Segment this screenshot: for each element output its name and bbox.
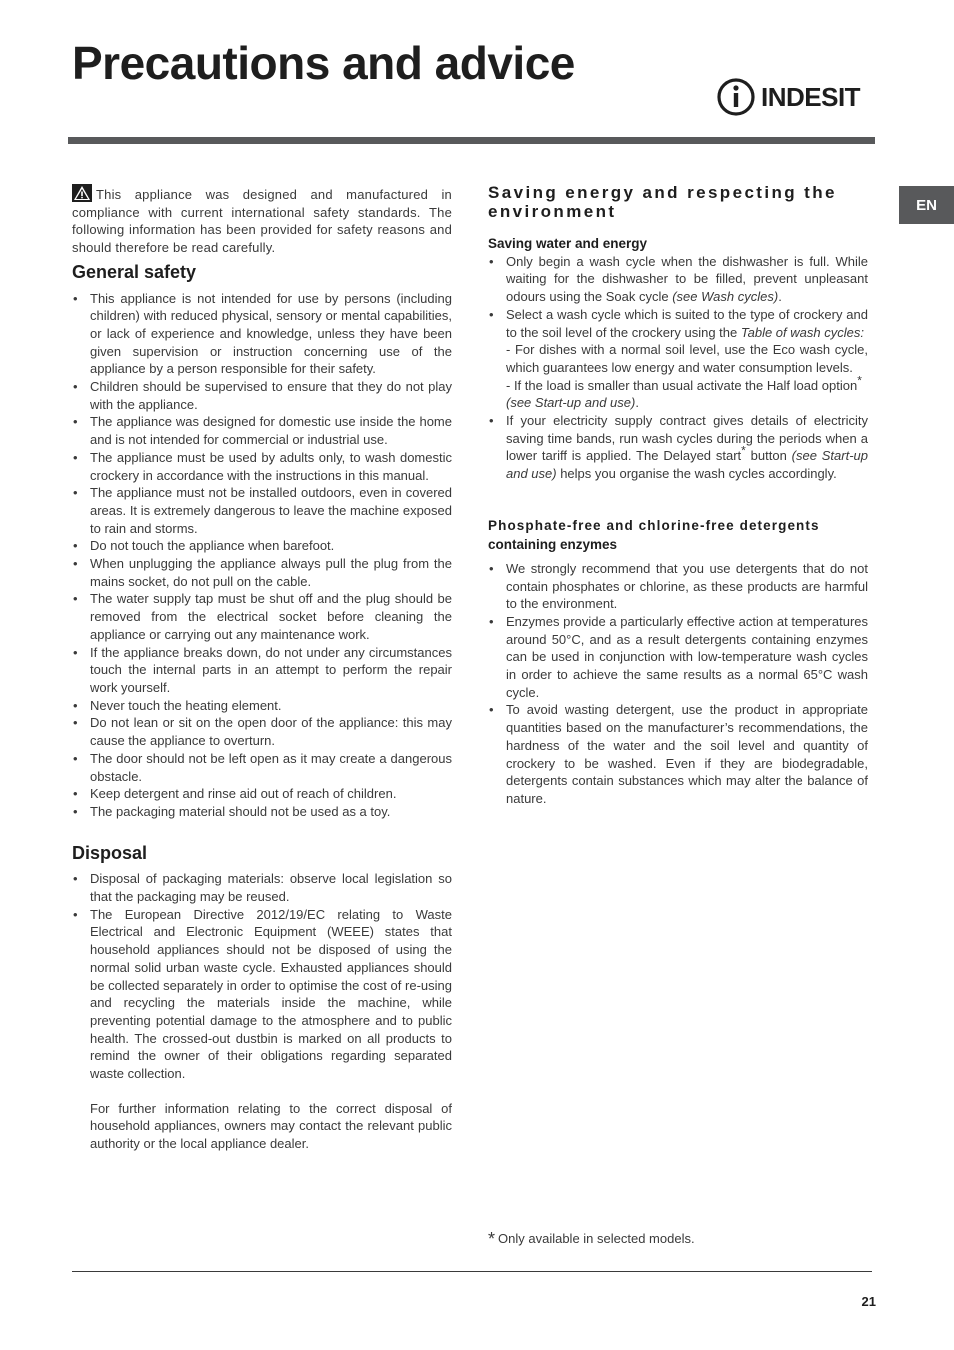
footnote-text: Only available in selected models. <box>498 1231 695 1246</box>
list-item <box>488 412 868 483</box>
footer-divider <box>72 1271 872 1272</box>
list-item: • To avoid wasting detergent, use the product in appropriate quantities based on the manufacturer’s recommendations, the hardness of the water and the soil level and quantity of crockery to be washed. Even if they are biodegradable, detergents contain substances which may alter the balance of nature. <box>488 701 868 807</box>
general-safety-heading: General safety <box>72 261 197 282</box>
list-item: • Do not touch the appliance when barefoot. <box>72 537 452 555</box>
sub-item <box>506 373 868 412</box>
page-title: Precautions and advice <box>72 37 575 89</box>
right-column <box>488 183 868 808</box>
item-text: button <box>745 448 792 464</box>
header-divider <box>68 137 875 144</box>
asterisk-mark: * <box>488 1229 496 1249</box>
energy-heading: Saving energy and respecting the environment <box>488 183 837 221</box>
list-item: • The European Directive 2012/19/EC relating to Waste Electrical and Electronic Equipment (WEEE) states that household appliances should not be disposed of using the normal solid urban waste cycle. Exhausted appliances should be collected separately in order to optimise the cost of re-using and recycling the materials inside the machine, while preventing potential damage to the atmosphere and to public health. The crossed-out dustbin is marked on all products to remind the owner of their obligations regarding separated waste collection. <box>72 906 452 1083</box>
item-text: Only begin a wash cycle when the dishwasher is full. While waiting for the dishwasher to be filled, prevent unpleasant odours using the Soak cycle <box>506 253 868 305</box>
disposal-heading: Disposal <box>72 842 148 863</box>
left-column <box>72 184 452 1153</box>
language-tab: EN <box>899 186 954 224</box>
detergents-list <box>488 560 868 808</box>
item-reference: Table of wash cycles: <box>740 324 864 340</box>
footnote <box>488 1229 695 1250</box>
list-item: • The appliance must be used by adults only, to wash domestic crockery in accordance with the instructions in this manual. <box>72 449 452 484</box>
list-item: • The appliance was designed for domestic use inside the home and is not intended for commercial or industrial use. <box>72 413 452 448</box>
list-item: • We strongly recommend that you use detergents that do not contain phosphates or chlorine, as these products are harmful to the environment. <box>488 560 868 613</box>
disposal-list <box>72 870 452 1082</box>
energy-list <box>488 253 868 483</box>
list-item: • Disposal of packaging materials: observe local legislation so that the packaging may be reused. <box>72 870 452 905</box>
detergents-heading <box>488 516 868 554</box>
warning-icon <box>72 184 92 202</box>
item-reference: (see Wash cycles) <box>672 289 779 305</box>
page-number: 21 <box>861 1294 876 1309</box>
list-item: • Enzymes provide a particularly effective action at temperatures around 50°C, and as a result detergents containing enzymes can be used in conjunction with low-temperature wash cycles in order to achieve the same results as a normal 65°C wash cycle. <box>488 613 868 702</box>
item-text: If your electricity supply contract gives details of electricity saving time bands, run wash cycles during the periods when a lower tariff is applied. The Delayed start <box>506 413 868 464</box>
intro-paragraph <box>72 184 452 257</box>
asterisk-mark: * <box>857 373 862 388</box>
list-item: • The door should not be left open as it may create a dangerous obstacle. <box>72 750 452 785</box>
detergents-heading-line1: Phosphate-free and chlorine-free detergents <box>488 517 820 533</box>
sub-item-text: - If the load is smaller than usual activate the Half load option <box>506 377 858 393</box>
disposal-note: For further information relating to the correct disposal of household appliances, owners may contact the relevant public authority or the local appliance dealer. <box>90 1100 452 1152</box>
item-text-end: helps you organise the wash cycles accordingly. <box>556 466 837 482</box>
list-item: • If the appliance breaks down, do not under any circumstances touch the internal parts in an attempt to perform the repair work yourself. <box>72 644 452 697</box>
asterisk-mark: * <box>741 444 746 459</box>
list-item: • The packaging material should not be used as a toy. <box>72 803 452 821</box>
item-reference: (see Start-up and use) <box>506 395 636 411</box>
sub-item: - For dishes with a normal soil level, use the Eco wash cycle, which guarantees low energy and water consumption levels. <box>506 342 868 375</box>
water-energy-subheading: Saving water and energy <box>488 236 648 251</box>
list-item: • The appliance must not be installed outdoors, even in covered areas. It is extremely dangerous to leave the machine exposed to rain and storms. <box>72 484 452 537</box>
detergents-heading-line2: containing enzymes <box>488 536 618 552</box>
indesit-logo-icon <box>717 78 757 116</box>
list-item: • Do not lean or sit on the open door of the appliance: this may cause the appliance to overturn. <box>72 714 452 749</box>
list-item: • Children should be supervised to ensure that they do not play with the appliance. <box>72 378 452 413</box>
item-text-end: . <box>778 289 782 305</box>
list-item: • Never touch the heating element. <box>72 697 452 715</box>
list-item: • When unplugging the appliance always pull the plug from the mains socket, do not pull on the cable. <box>72 555 452 590</box>
item-text: Select a wash cycle which is suited to the type of crockery and to the soil level of the crockery using the <box>506 306 868 340</box>
item-text-end: . <box>635 395 639 411</box>
list-item <box>488 253 868 306</box>
brand-logo <box>717 78 867 116</box>
intro-text: This appliance was designed and manufactured in compliance with current international safety standards. The following information has been provided for safety reasons and should therefore be read carefully. <box>72 187 452 256</box>
general-safety-list <box>72 290 452 821</box>
list-item: • This appliance is not intended for use by persons (including children) with reduced physical, sensory or mental capabilities, or lack of experience and knowledge, unless they have been given supervision or instruction concerning use of the appliance by a person responsible for their safety. <box>72 290 452 379</box>
list-item <box>488 306 868 412</box>
list-item: • Keep detergent and rinse aid out of reach of children. <box>72 785 452 803</box>
list-item: • The water supply tap must be shut off and the plug should be removed from the electrical socket before cleaning the appliance or carrying out any maintenance work. <box>72 590 452 643</box>
item-reference: (see Start-up and use) <box>506 448 868 482</box>
brand-name: INDESIT <box>761 82 861 112</box>
